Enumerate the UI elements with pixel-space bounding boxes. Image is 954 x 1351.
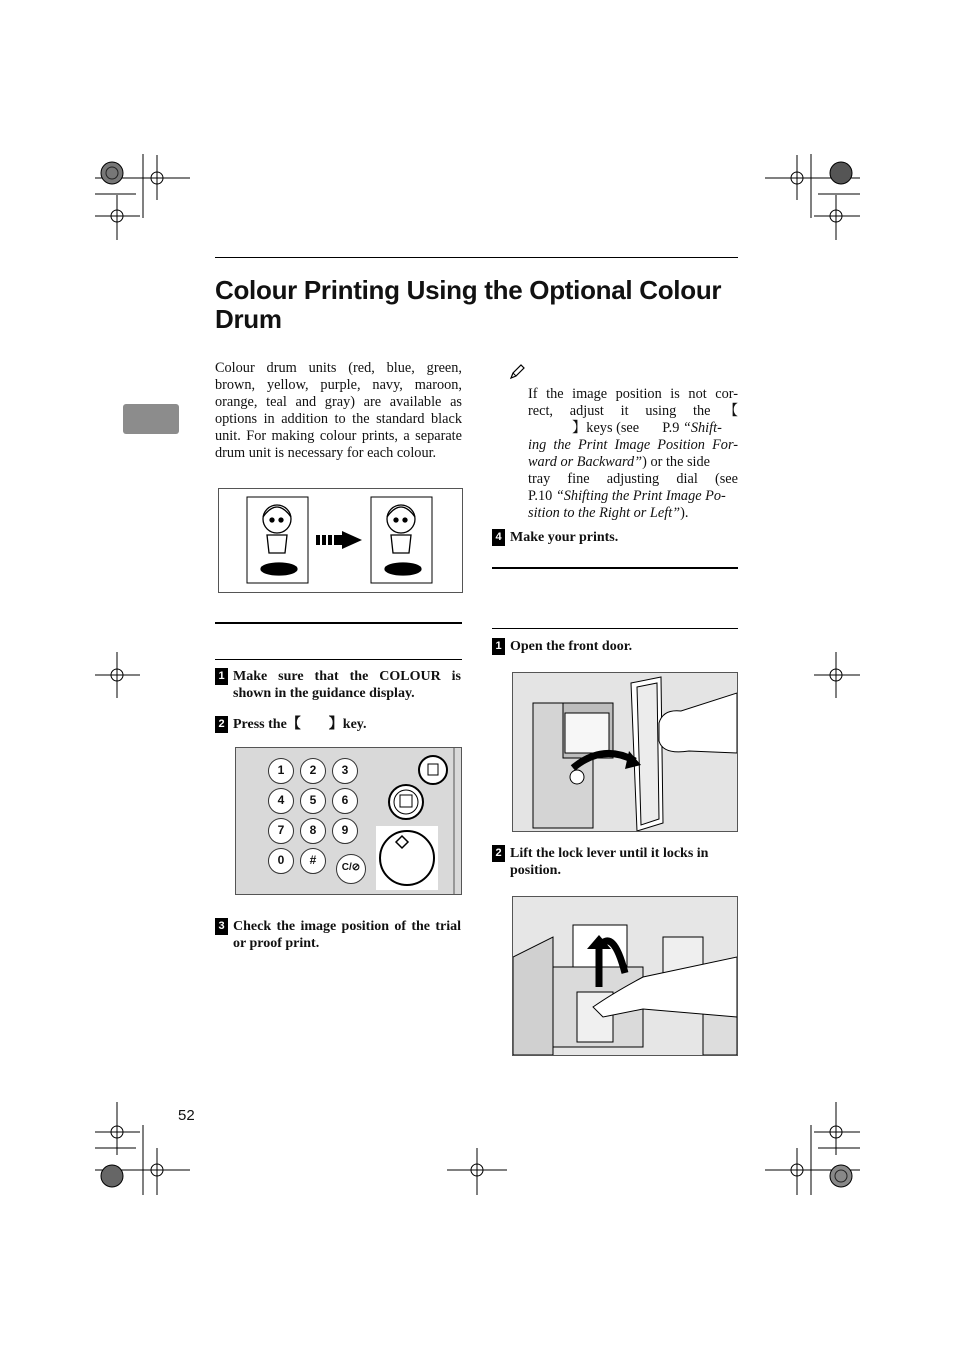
step-3-left [215,918,463,952]
step-text: Lift the lock lever until it locks in position. [510,846,709,878]
page-number: 52 [178,1107,195,1124]
key-4: 4 [268,788,294,814]
note-line5 [528,454,738,471]
open-front-door-illustration [512,672,738,832]
section-rule-left [215,622,462,624]
key-6: 6 [332,788,358,814]
subsection-rule-left [215,659,462,660]
character-figure [219,489,462,592]
key-hash: # [300,848,326,874]
title-line1: Colour Printing Using the Optional Colour [215,275,722,305]
header-rule [215,257,738,258]
step-text: Press the【 】key. [233,717,367,732]
note-line6: tray fine adjusting dial (see [528,471,738,487]
step-number: 3 [215,918,228,935]
key-2: 2 [300,758,326,784]
step-text: Make your prints. [510,530,619,545]
note-line3-b: “Shift- [682,420,722,436]
step-number: 1 [215,668,228,685]
front-door-image [513,673,737,831]
step-text: Check the image position of the trial or proof print. [233,919,461,951]
step-2-left [215,716,463,733]
intro-paragraph: Colour drum units (red, blue, green, brown, yellow, purple, navy, maroon, orange, teal and gray) are available as options in addition to the standard black unit. For making colour prints, a separate drum unit is necessary for each colour. [215,360,462,461]
note-text [528,386,738,522]
subsection-rule-right [492,628,738,629]
key-3: 3 [332,758,358,784]
step-2-right [492,845,738,879]
step-number: 2 [215,716,228,733]
step-number: 4 [492,529,505,546]
print-key-panel [376,748,461,894]
note-line2: rect, adjust it using the【 [528,403,738,419]
lock-lever-illustration [512,896,738,1056]
chapter-tab [123,404,179,434]
key-0: 0 [268,848,294,874]
key-1: 1 [268,758,294,784]
key-clear-stop: C/⊘ [336,854,366,884]
title-line2: Drum [215,304,282,334]
key-9: 9 [332,818,358,844]
note-ref-p10[interactable]: P.10 [528,488,553,504]
control-panel-illustration [235,747,462,895]
key-5: 5 [300,788,326,814]
note-line1: If the image position is not cor- [528,386,738,402]
step-text: Make sure that the COLOUR is shown in the guidance display. [233,669,461,701]
note-line8 [528,505,738,522]
note-line4: ing the Print Image Position For- [528,437,738,453]
note-line5-a: ward or Backward” [528,454,643,470]
note-line3-a: 】keys (see [572,420,640,436]
page-title [215,276,745,334]
step-1-right [492,638,738,655]
note-line3 [528,420,738,437]
key-7: 7 [268,818,294,844]
colour-drum-illustration [218,488,463,593]
note-line5-b: ) or the side [642,454,711,470]
key-8: 8 [300,818,326,844]
note-line7-b: “Shifting the Print Image Po- [555,488,726,504]
note-line8-a: sition to the Right or Left” [528,505,681,521]
step-number: 1 [492,638,505,655]
step-4-right [492,529,738,546]
step-number: 2 [492,845,505,862]
section-rule-right [492,567,738,569]
note-line8-b: ). [680,505,689,521]
pencil-note-icon [509,364,525,380]
lock-lever-image [513,897,737,1055]
note-line7 [528,488,738,505]
step-text: Open the front door. [510,639,633,654]
step-1-left [215,668,463,702]
note-ref-p9[interactable]: P.9 [662,420,680,436]
